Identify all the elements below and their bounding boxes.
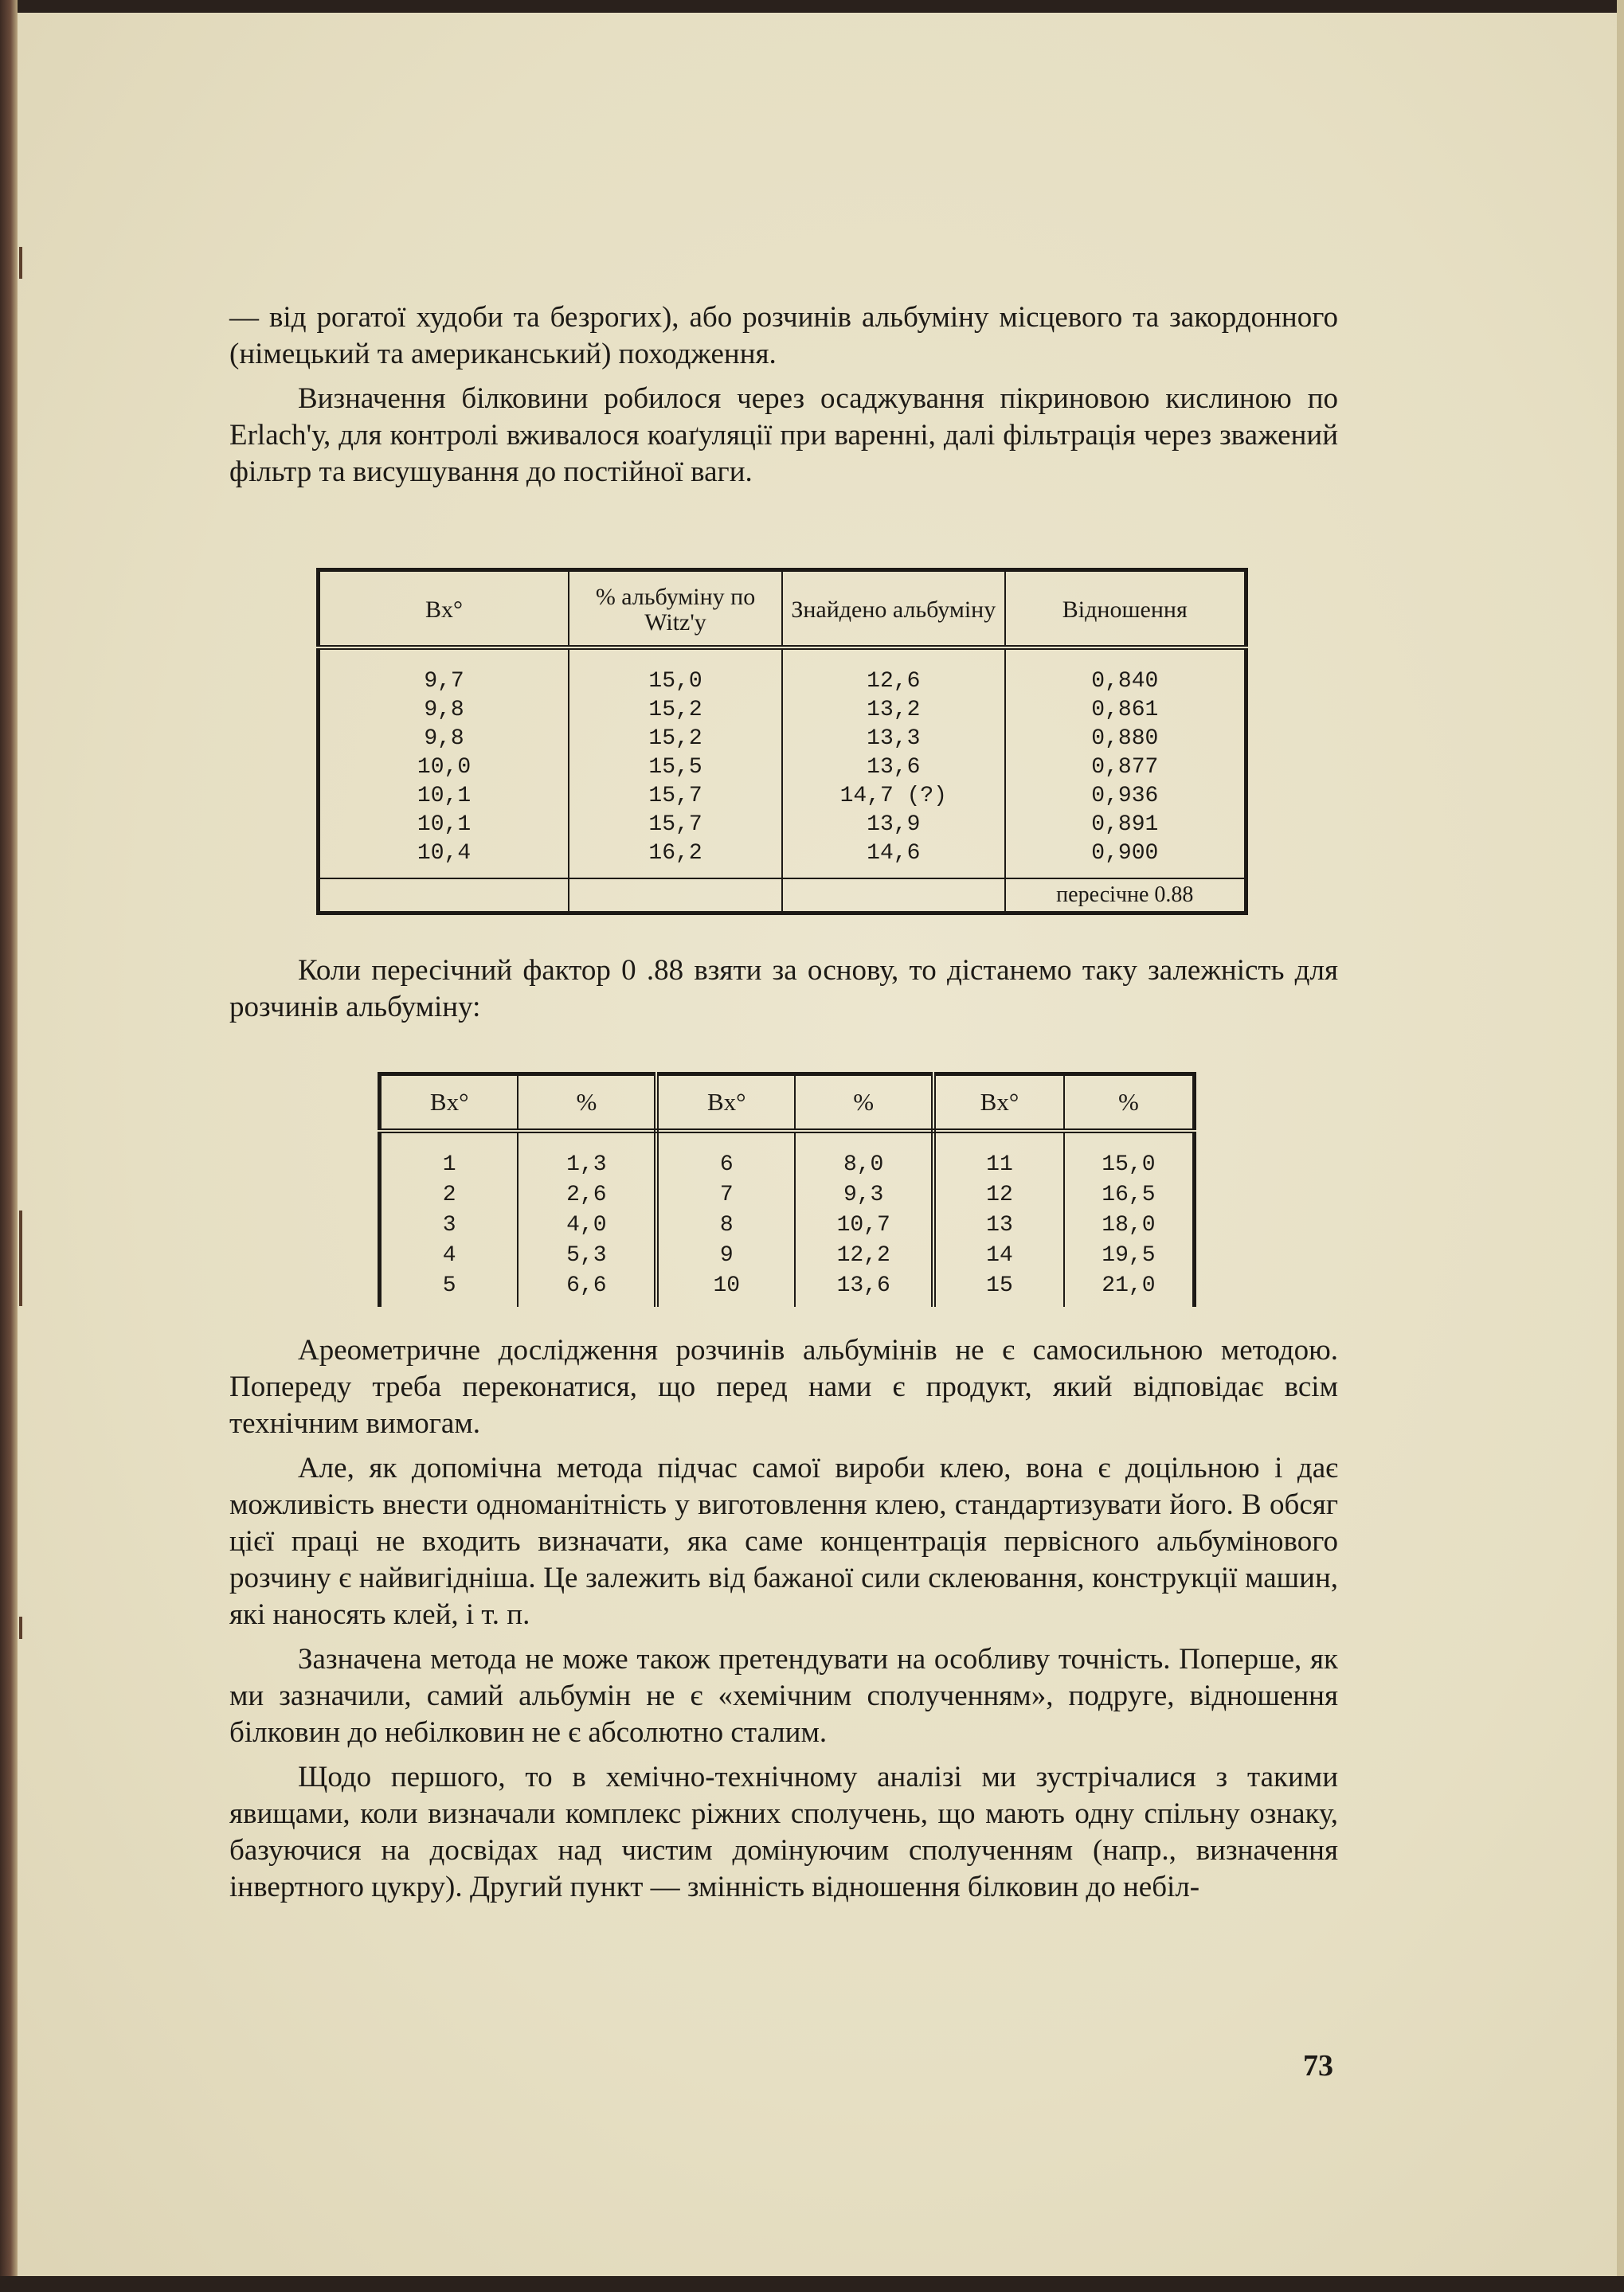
table-cell: 9,8 <box>319 696 569 725</box>
paragraph: Зазначена метода не може також претендувати на особливу точність. Поперше, як ми зазначили, самий альбумін не є «хемічним сполученням», подруге, відношення білковин до небілковин не є абсолютно сталим. <box>229 1643 1338 1749</box>
average-value: пересічне 0.88 <box>1005 878 1246 913</box>
table-cell: 0,936 <box>1091 784 1159 808</box>
average-row <box>319 878 1246 913</box>
table-cell: 13 <box>933 1211 1064 1241</box>
table-cell <box>569 878 782 913</box>
page-number: 73 <box>1303 2049 1333 2083</box>
table-cell: 12,6 <box>782 647 1005 696</box>
table-cell: 21,0 <box>1102 1273 1156 1298</box>
table-row <box>319 725 1246 753</box>
table-cell: 14,7 (?) <box>782 782 1005 811</box>
table-row <box>319 811 1246 839</box>
table-row <box>319 753 1246 782</box>
text-block-top <box>229 299 1338 499</box>
table-cell: 10,4 <box>319 839 569 878</box>
table-cell: 8,0 <box>795 1131 933 1180</box>
table-cell: 10,0 <box>319 753 569 782</box>
table-cell: 0,900 <box>1091 841 1159 866</box>
table-cell: 2 <box>380 1180 519 1211</box>
table-cell: 15 <box>933 1271 1064 1307</box>
column-header: Bx° <box>319 570 569 648</box>
table-cell: 14,6 <box>782 839 1005 878</box>
table-cell: 9,3 <box>795 1180 933 1211</box>
table-cell: 6 <box>656 1131 795 1180</box>
column-header: % альбуміну по Witz'у <box>569 570 782 648</box>
column-header: % <box>1064 1074 1195 1132</box>
table-row <box>319 782 1246 811</box>
table-cell: 15,0 <box>1102 1152 1156 1177</box>
paragraph: Визначення білковини робилося через осаджування пікриновою кислиною по Erlach'у, для контролі вживалося коаґуляції при варенні, далі фільтрація через зважений фільтр та висушування до постійної ваги. <box>229 382 1338 488</box>
column-header: Знайдено альбуміну <box>782 570 1005 648</box>
scan-top-edge <box>0 0 1624 13</box>
column-header: Відношення <box>1005 570 1246 648</box>
table-cell: 6,6 <box>518 1271 656 1307</box>
spine-mark <box>19 1617 22 1639</box>
table-cell: 10,7 <box>795 1211 933 1241</box>
table-row <box>319 839 1246 878</box>
spine-mark <box>19 247 22 279</box>
table-cell: 18,0 <box>1102 1213 1156 1238</box>
table-cell: 13,3 <box>782 725 1005 753</box>
table-cell: 10 <box>656 1271 795 1307</box>
table-cell: 15,7 <box>569 811 782 839</box>
table-cell: 15,2 <box>569 696 782 725</box>
table-row <box>380 1131 1195 1180</box>
table-cell: 15,5 <box>569 753 782 782</box>
albumin-ratio-table <box>316 568 1248 915</box>
table-cell: 2,6 <box>518 1180 656 1211</box>
table-cell: 7 <box>656 1180 795 1211</box>
table-cell: 10,1 <box>319 782 569 811</box>
table-cell: 16,5 <box>1102 1183 1156 1207</box>
table-cell: 1 <box>380 1131 519 1180</box>
table-cell: 0,891 <box>1091 812 1159 837</box>
table-cell: 14 <box>933 1241 1064 1271</box>
table-cell: 9 <box>656 1241 795 1271</box>
book-spine-edge <box>0 0 18 2292</box>
table-cell <box>782 878 1005 913</box>
table-row <box>319 696 1246 725</box>
paragraph: Але, як допомічна метода підчас самої вироби клею, вона є доцільною і дає можливість внести одноманітність у виготовлення клею, стандартизувати його. В обсяг цієї праці не входить визначати, яка саме концентрація первісного альбумінового розчину є найвигідніша. Це залежить від бажаної сили склеювання, конструкції машин, які наносять клей, і т. п. <box>229 1452 1338 1631</box>
table-cell: 19,5 <box>1102 1243 1156 1268</box>
table-cell: 9,7 <box>319 647 569 696</box>
table-row <box>319 647 1246 696</box>
table-cell: 15,0 <box>569 647 782 696</box>
table-cell: 3 <box>380 1211 519 1241</box>
table-cell: 15,2 <box>569 725 782 753</box>
table-cell: 13,2 <box>782 696 1005 725</box>
paragraph: Щодо першого, то в хемічно-технічному аналізі ми зустрічалися з такими явищами, коли визначали комплекс ріжних сполучень, що мають одну спільну ознаку, базуючися на досвідах над чистим домінуючим сполученням (напр., визначення інвертного цукру). Другий пункт — змінність відношення білковин до небіл- <box>229 1761 1338 1903</box>
column-header: Bx° <box>380 1074 519 1132</box>
table-cell: 0,880 <box>1091 726 1159 751</box>
table-cell: 12,2 <box>795 1241 933 1271</box>
table-cell: 13,9 <box>782 811 1005 839</box>
paragraph: Ареометричне дослідження розчинів альбумінів не є самосильною методою. Попереду треба переконатися, що перед нами є продукт, який відповідає всім технічним вимогам. <box>229 1334 1338 1440</box>
table-cell: 4,0 <box>518 1211 656 1241</box>
column-header: % <box>518 1074 656 1132</box>
table-cell: 1,3 <box>518 1131 656 1180</box>
column-header: Bx° <box>933 1074 1064 1132</box>
table-cell: 11 <box>933 1131 1064 1180</box>
table-cell: 0,877 <box>1091 755 1159 780</box>
table-cell: 9,8 <box>319 725 569 753</box>
scan-bottom-edge <box>0 2276 1624 2292</box>
table-row <box>380 1271 1195 1307</box>
scan-right-edge <box>1617 0 1624 2292</box>
table-cell: 10,1 <box>319 811 569 839</box>
table-cell: 4 <box>380 1241 519 1271</box>
table-cell: 5 <box>380 1271 519 1307</box>
table-row <box>380 1180 1195 1211</box>
column-header: % <box>795 1074 933 1132</box>
spine-mark <box>19 1211 22 1306</box>
column-header: Bx° <box>656 1074 795 1132</box>
paragraph: Коли пересічний фактор 0 .88 взяти за основу, то дістанемо таку залежність для розчинів альбуміну: <box>229 954 1338 1023</box>
table-cell: 13,6 <box>795 1271 933 1307</box>
table-row <box>380 1211 1195 1241</box>
table-row <box>380 1241 1195 1271</box>
table-cell: 12 <box>933 1180 1064 1211</box>
table-cell: 15,7 <box>569 782 782 811</box>
table-cell: 16,2 <box>569 839 782 878</box>
table-cell: 0,861 <box>1091 698 1159 722</box>
brix-to-percent-table <box>378 1072 1196 1307</box>
table-cell: 0,840 <box>1091 669 1159 694</box>
table-cell: 13,6 <box>782 753 1005 782</box>
table-cell: 8 <box>656 1211 795 1241</box>
paragraph: — від рогатої худоби та безрогих), або розчинів альбуміну місцевого та закордонного (німецький та американський) походження. <box>229 301 1338 370</box>
table-cell: 5,3 <box>518 1241 656 1271</box>
text-block-bottom <box>229 1332 1338 1914</box>
text-block-middle <box>229 952 1338 1034</box>
table-cell <box>319 878 569 913</box>
